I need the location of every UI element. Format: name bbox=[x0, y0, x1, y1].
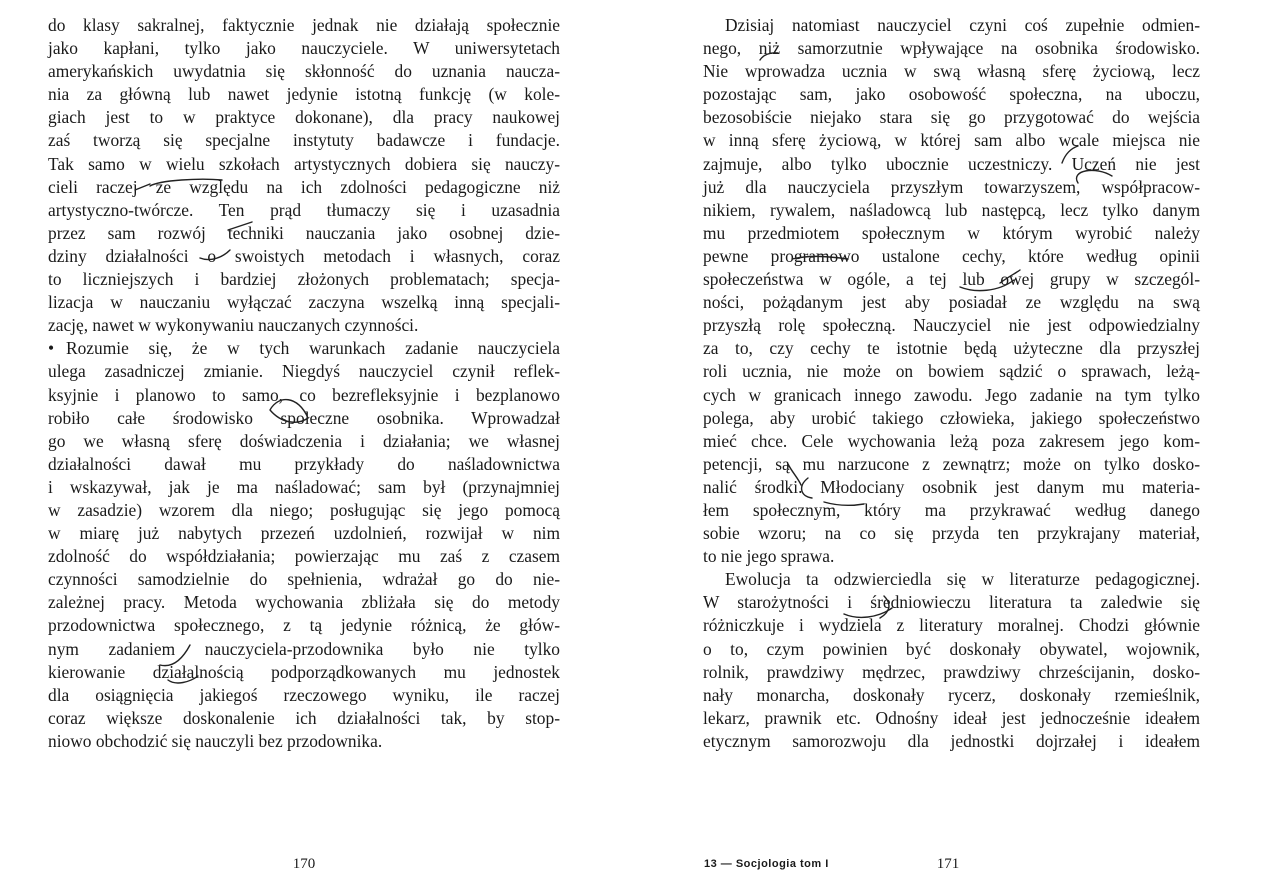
text-line: lekarz, prawnik etc. Odnośny ideał jest jednocześnie ideałem bbox=[703, 707, 1200, 728]
text-line: zację, nawet w wykonywaniu nauczanych czynności. bbox=[48, 315, 419, 336]
left-page bbox=[48, 14, 560, 753]
text-line: nego, niż samorzutnie wpływające na osobnika środowisko. bbox=[703, 38, 1200, 59]
text-line: sobie wzoru; na co się przyda ten przykrajany materiał, bbox=[703, 523, 1200, 544]
text-line: amerykańskich uwydatnia się skłonność do uznania naucza- bbox=[48, 61, 560, 82]
text-line: różniczkuje i wydziela z literatury moralnej. Chodzi głównie bbox=[703, 615, 1200, 636]
text-line: już dla nauczyciela przyszłym towarzyszem, współpracow- bbox=[703, 176, 1200, 197]
text-line: w inną sferę życiową, w której sam albo wcale miejsca nie bbox=[703, 130, 1200, 151]
text-line bbox=[48, 337, 560, 360]
text-line: petencji, są mu narzucone z zewnątrz; może on tylko dosko- bbox=[703, 453, 1200, 474]
text-line: przodownictwa społecznego, z tą jedynie różnicą, że głów- bbox=[48, 615, 560, 636]
text-line: to nie jego sprawa. bbox=[703, 546, 835, 567]
text-line: społeczeństwa w ogóle, a tej lub owej grupy w szczegól- bbox=[703, 269, 1200, 290]
text-line: pewne programowo ustalone cechy, które według opinii bbox=[703, 245, 1200, 266]
text-line: lizacja w nauczaniu wyłączać zaczyna wszelką inną specjali- bbox=[48, 292, 560, 313]
text-line: działalności dawał mu przykłady do naśladownictwa bbox=[48, 453, 560, 474]
text-line: artystyczno-twórcze. Ten prąd tłumaczy się i uzasadnia bbox=[48, 199, 560, 220]
text-line: za to, czy cechy te istotnie będą użyteczne dla przyszłej bbox=[703, 338, 1200, 359]
text-line: kierowanie działalnością podporządkowanych mu jednostek bbox=[48, 661, 560, 682]
text-line: nikiem, rywalem, naśladowcą lub następcą, lecz tylko danym bbox=[703, 199, 1200, 220]
text-line: zdolność do współdziałania; powierzając mu zaś z czasem bbox=[48, 546, 560, 567]
text-line: w zasadzie) wzorem dla niego; posługując się jego pomocą bbox=[48, 499, 560, 520]
text-line: nalić środki. Młodociany osobnik jest danym mu materia- bbox=[703, 476, 1200, 497]
text-line: to liczniejszych i bardziej złożonych problematach; specja- bbox=[48, 269, 560, 290]
text-line: polega, aby urobić takiego człowieka, jakiego społeczeństwo bbox=[703, 407, 1200, 428]
text-line: o to, czym powinien być doskonały obywatel, wojownik, bbox=[703, 638, 1200, 659]
text-line: bezosobiście niejako stara się go przygotować do wejścia bbox=[703, 107, 1200, 128]
text-line-content: Rozumie się, że w tych warunkach zadanie nauczyciela bbox=[66, 338, 560, 359]
text-line: cych w granicach innego zawodu. Jego zadanie na tym tylko bbox=[703, 384, 1200, 405]
text-line: W starożytności i średniowieczu literatura ta zaledwie się bbox=[703, 592, 1200, 613]
text-line: do klasy sakralnej, faktycznie jednak nie działają społecznie bbox=[48, 15, 560, 35]
text-line: coraz większe doskonalenie ich działalności tak, by stop- bbox=[48, 707, 560, 728]
text-line: niowo obchodzić się nauczyli bez przodownika. bbox=[48, 730, 383, 751]
text-line: mieć chce. Cele wychowania leżą poza zakresem jego kom- bbox=[703, 430, 1200, 451]
bullet-mark: • bbox=[48, 338, 55, 359]
text-line: Ewolucja ta odzwierciedla się w literaturze pedagogicznej. bbox=[725, 569, 1200, 590]
page-number-left: 170 bbox=[292, 856, 316, 872]
text-line: pozostając sam, jako osobowość społeczna, na uboczu, bbox=[703, 84, 1200, 105]
text-line: Dzisiaj natomiast nauczyciel czyni coś zupełnie odmien- bbox=[725, 15, 1200, 35]
text-line: zajmuje, albo tylko ubocznie uczestniczy. Uczeń nie jest bbox=[703, 153, 1200, 174]
text-line: robiło całe środowisko społeczne osobnika. Wprowadzał bbox=[48, 407, 560, 428]
text-line: dla osiągnięcia jakiegoś rzeczowego wyniku, ile raczej bbox=[48, 684, 560, 705]
text-line: zaś tworzą się specjalne instytuty badawcze i fundacje. bbox=[48, 130, 560, 151]
text-line: przez sam rozwój techniki nauczania jako osobnej dzie- bbox=[48, 222, 560, 243]
text-line: jako kapłani, tylko jako nauczyciele. W uniwersytetach bbox=[48, 38, 560, 59]
text-line: nały monarcha, doskonały rycerz, doskonały rzemieślnik, bbox=[703, 684, 1200, 705]
text-line: roli ucznia, nie może on bowiem sądzić o sprawach, leżą- bbox=[703, 361, 1200, 382]
text-line: zależnej pracy. Metoda wychowania zbliżała się do metody bbox=[48, 592, 560, 613]
right-page bbox=[703, 14, 1200, 753]
text-line: giach jest to w praktyce dokonane), dla pracy naukowej bbox=[48, 107, 560, 128]
text-line: w miarę już nabytych przezeń uzdolnień, rozwijał w nim bbox=[48, 523, 560, 544]
text-line: cieli raczej ze względu na ich zdolności pedagogiczne niż bbox=[48, 176, 560, 197]
text-line: Nie wprowadza ucznia w swą własną sferę życiową, lecz bbox=[703, 61, 1200, 82]
text-line: go we własną sferę doświadczenia i działania; we własnej bbox=[48, 430, 560, 451]
text-line: czynności samodzielnie do spełnienia, wdrażał go do nie- bbox=[48, 569, 560, 590]
text-line: dziny działalności o swoistych metodach i własnych, coraz bbox=[48, 245, 560, 266]
text-line: ulega zasadniczej zmianie. Niegdyś nauczyciel czynił reflek- bbox=[48, 361, 560, 382]
page-number-right: 171 bbox=[936, 856, 960, 872]
text-line: Tak samo w wielu szkołach artystycznych dobiera się nauczy- bbox=[48, 153, 560, 174]
text-line: ksyjnie i planowo to samo, co bezrefleksyjnie i bezplanowo bbox=[48, 384, 560, 405]
text-line: nia za główną lub nawet jedynie istotną funkcję (w kole- bbox=[48, 84, 560, 105]
text-line: mu przedmiotem społecznym w którym wyrobić należy bbox=[703, 222, 1200, 243]
text-line: ności, pożądanym jest aby posiadał ze względu na swą bbox=[703, 292, 1200, 313]
text-line: etycznym samorozwoju dla jednostki dojrzałej i ideałem bbox=[703, 730, 1200, 751]
text-line: i wskazywał, jak je ma naśladować; sam był (przynajmniej bbox=[48, 476, 560, 497]
signature-mark: 13 — Socjologia tom I bbox=[704, 858, 829, 870]
text-line: łem społecznym, który ma przykrawać według danego bbox=[703, 499, 1200, 520]
text-line: rolnik, prawdziwy mędrzec, prawdziwy chrześcijanin, dosko- bbox=[703, 661, 1200, 682]
text-line: nym zadaniem nauczyciela-przodownika było nie tylko bbox=[48, 638, 560, 659]
text-line: przyszłą rolę społeczną. Nauczyciel nie jest odpowiedzialny bbox=[703, 315, 1200, 336]
